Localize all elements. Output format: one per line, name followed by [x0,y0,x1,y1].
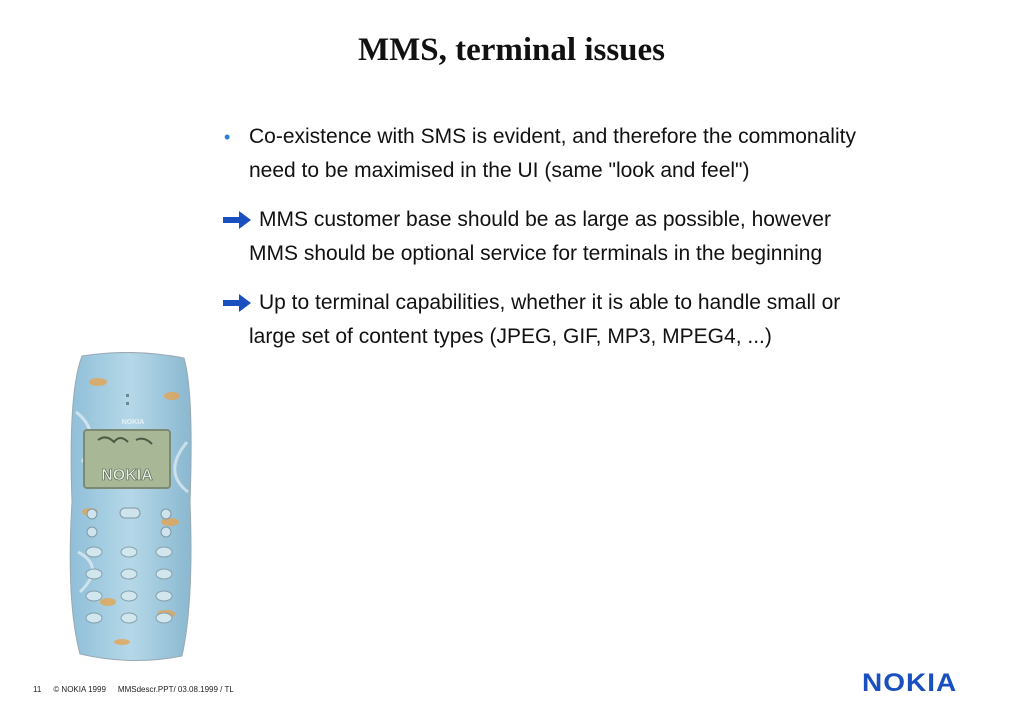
right-arrow-icon [222,210,252,230]
bullet-text: Co-existence with SMS is evident, and therefore the commonality need to be maximised in the UI (same "look and feel") [249,125,856,182]
page-number: 11 [33,685,42,694]
bullet-item [222,120,862,188]
footer [33,685,246,694]
phone-image [62,352,202,664]
bullet-item [222,286,862,354]
phone-screen-text: NOKIA [101,467,153,484]
bullet-dot-icon: • [224,127,231,147]
right-arrow-icon [222,293,252,313]
copyright-text: © NOKIA 1999 [53,685,106,694]
nokia-logo: NOKIA [862,668,958,697]
bullet-item [222,203,862,271]
bullet-list [222,120,862,369]
phone-brand-text: NOKIA [121,419,145,426]
file-info: MMSdescr.PPT/ 03.08.1999 / TL [117,685,234,694]
slide-title: MMS, terminal issues [357,32,666,68]
bullet-text: MMS customer base should be as large as possible, however MMS should be optional service for terminals in the beginning [249,208,831,265]
bullet-text: Up to terminal capabilities, whether it is able to handle small or large set of content types (JPEG, GIF, MP3, MPEG4, ...) [249,291,841,348]
